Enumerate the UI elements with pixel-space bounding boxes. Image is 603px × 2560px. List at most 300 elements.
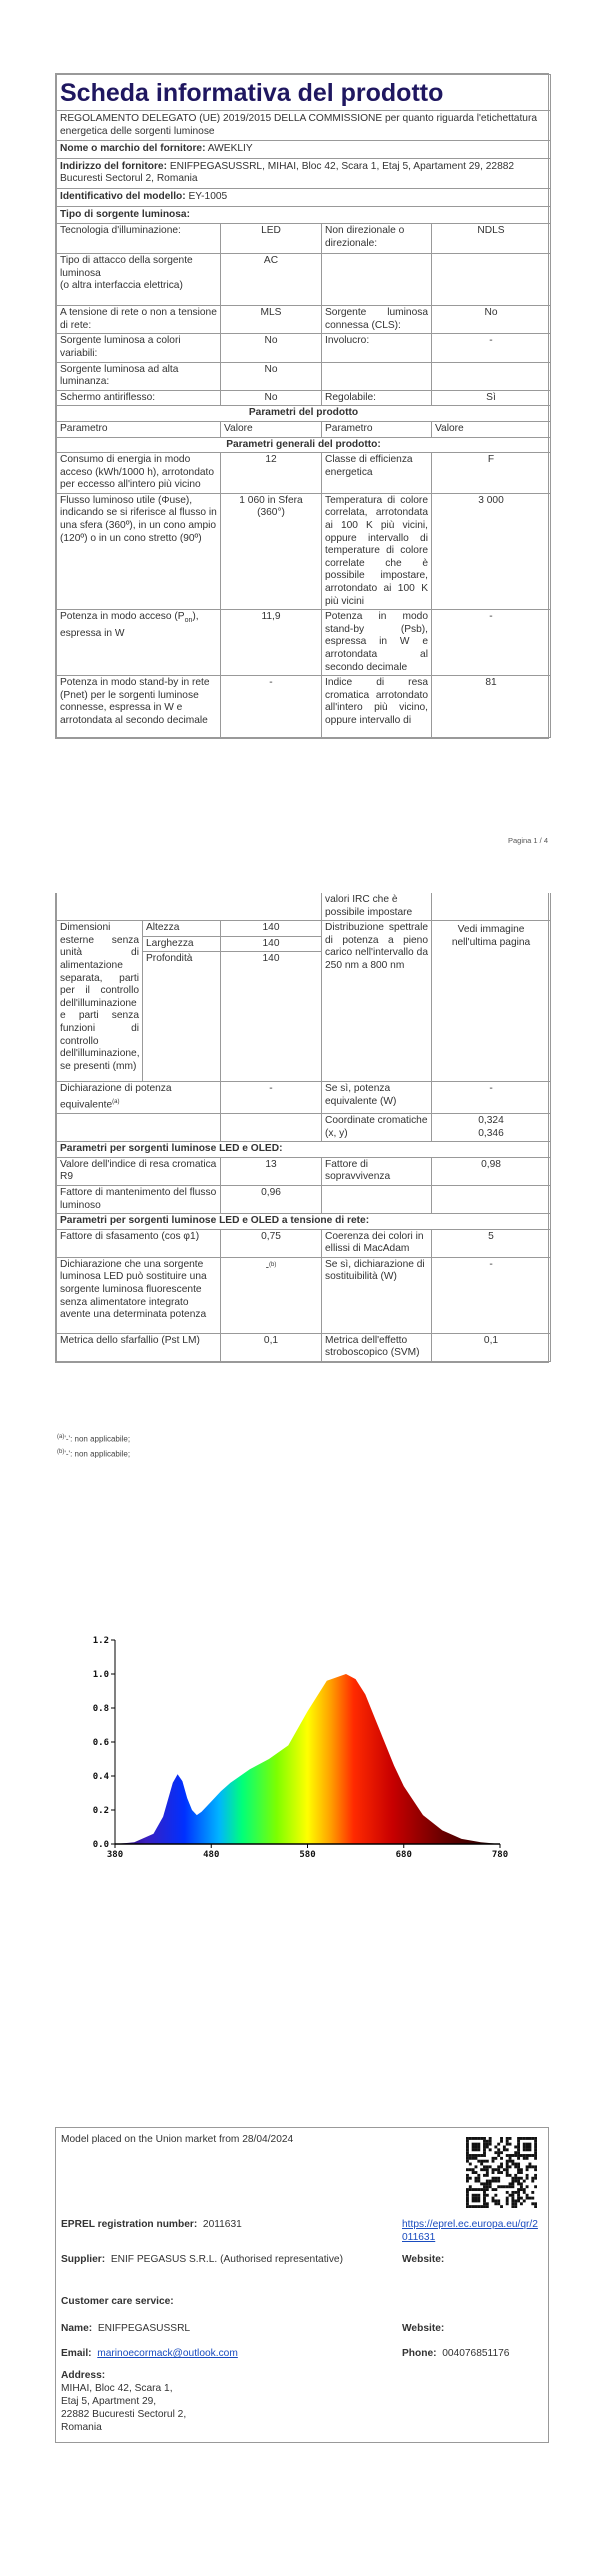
address-line: 22882 Bucuresti Sectorul 2,	[61, 2409, 187, 2420]
footnote-b	[57, 1449, 130, 1459]
qr-module	[514, 2205, 517, 2208]
qr-module	[486, 2146, 489, 2149]
qr-module	[517, 2199, 520, 2202]
qr-module	[472, 2154, 475, 2157]
qr-module	[528, 2163, 531, 2166]
qr-module	[509, 2143, 512, 2146]
qr-module	[523, 2188, 526, 2191]
qr-module	[466, 2160, 469, 2163]
qr-module	[477, 2137, 480, 2140]
qr-module	[494, 2194, 497, 2197]
qr-module	[523, 2180, 526, 2183]
qr-module	[520, 2137, 523, 2140]
qr-module	[472, 2197, 475, 2200]
cap-type-value: AC	[221, 254, 322, 306]
qr-module	[526, 2197, 529, 2200]
y-tick-label: 0.8	[92, 1704, 109, 1714]
energy-value: 12	[221, 453, 322, 494]
general-params-title: Parametri generali del prodotto:	[57, 437, 551, 453]
led-params-title: Parametri per sorgenti luminose LED e OLED:	[57, 1142, 551, 1158]
y-tick-label: 1.2	[92, 1636, 109, 1646]
qr-module	[500, 2171, 503, 2174]
qr-module	[466, 2154, 469, 2157]
qr-module	[466, 2188, 469, 2191]
eprel-number-row	[61, 2218, 242, 2231]
qr-module	[469, 2205, 472, 2208]
width-value: 140	[221, 936, 322, 952]
qr-module	[475, 2171, 478, 2174]
qr-module	[506, 2165, 509, 2168]
qr-module	[517, 2137, 520, 2140]
supplier-address-row	[57, 158, 551, 188]
chromaticity-label: Coordinate cromatiche (x, y)	[322, 1113, 432, 1141]
y-tick-label: 0.4	[92, 1772, 109, 1782]
survival-factor-value: 0,98	[432, 1157, 551, 1185]
qr-module	[497, 2143, 500, 2146]
mains-label: A tensione di rete o non a tensione di rete:	[57, 306, 221, 334]
qr-module	[503, 2185, 506, 2188]
empty-cell	[322, 1185, 432, 1213]
qr-module	[497, 2151, 500, 2154]
qr-module	[497, 2180, 500, 2183]
qr-module	[517, 2151, 520, 2154]
qr-module	[497, 2154, 500, 2157]
qr-module	[475, 2188, 478, 2191]
care-phone-label: Phone:	[402, 2348, 437, 2359]
qr-module	[500, 2151, 503, 2154]
qr-module	[517, 2148, 520, 2151]
qr-module	[523, 2191, 526, 2194]
qr-module	[497, 2185, 500, 2188]
qr-module	[466, 2174, 469, 2177]
x-tick-label: 680	[395, 1850, 412, 1860]
qr-module	[497, 2168, 500, 2171]
y-tick-label: 0.0	[92, 1840, 109, 1850]
technology-label: Tecnologia d'illuminazione:	[57, 224, 221, 254]
qr-module	[477, 2188, 480, 2191]
qr-module	[475, 2157, 478, 2160]
qr-module	[486, 2168, 489, 2171]
qr-module	[483, 2199, 486, 2202]
qr-module	[475, 2154, 478, 2157]
qr-module	[517, 2140, 520, 2143]
qr-module	[489, 2180, 492, 2183]
qr-module	[483, 2160, 486, 2163]
flux-value: 1 060 in Sfera (360°)	[221, 493, 322, 609]
qr-module	[477, 2180, 480, 2183]
qr-module	[486, 2171, 489, 2174]
qr-module	[475, 2180, 478, 2183]
qr-module	[517, 2143, 520, 2146]
qr-module	[514, 2199, 517, 2202]
technology-value: LED	[221, 224, 322, 254]
qr-module	[489, 2140, 492, 2143]
eprel-number-value: 2011631	[202, 2219, 242, 2230]
qr-module	[526, 2146, 529, 2149]
qr-module	[497, 2148, 500, 2151]
on-mode-power-sub: on	[184, 617, 193, 625]
qr-module	[475, 2197, 478, 2200]
qr-module	[466, 2157, 469, 2160]
qr-module	[511, 2202, 514, 2205]
qr-module	[511, 2160, 514, 2163]
qr-module	[494, 2151, 497, 2154]
lumen-maintenance-label: Fattore di mantenimento del flusso luminoso	[57, 1185, 221, 1213]
qr-module	[480, 2163, 483, 2166]
equivalent-power-text: Dichiarazione di potenza equivalente	[60, 1083, 172, 1111]
qr-module	[477, 2199, 480, 2202]
qr-module	[486, 2174, 489, 2177]
supplier-name-value: AWEKLIY	[207, 143, 253, 155]
model-row	[57, 188, 551, 206]
anti-glare-label: Schermo antiriflesso:	[57, 390, 221, 406]
qr-module	[480, 2137, 483, 2140]
dimmable-value: Sì	[432, 390, 551, 406]
qr-module	[469, 2157, 472, 2160]
qr-module	[494, 2168, 497, 2171]
qr-module	[472, 2137, 475, 2140]
qr-module	[509, 2174, 512, 2177]
qr-module	[506, 2160, 509, 2163]
qr-module	[534, 2177, 537, 2180]
qr-module	[497, 2165, 500, 2168]
flicker-label: Metrica dello sfarfallio (Pst LM)	[57, 1333, 221, 1361]
care-website-label: Website:	[402, 2323, 445, 2334]
qr-module	[483, 2148, 486, 2151]
qr-module	[506, 2174, 509, 2177]
fluorescent-replacement-value	[221, 1257, 322, 1333]
qr-module	[523, 2157, 526, 2160]
qr-module	[517, 2157, 520, 2160]
empty-cell	[432, 1185, 551, 1213]
anti-glare-value: No	[221, 390, 322, 406]
qr-module	[472, 2157, 475, 2160]
qr-module	[466, 2202, 469, 2205]
col-param-header: Parametro	[322, 421, 432, 437]
qr-module	[526, 2168, 529, 2171]
qr-module	[500, 2137, 503, 2140]
supplier-name-row	[57, 141, 551, 159]
page-number: Pagina 1 / 4	[507, 836, 548, 845]
qr-module	[517, 2165, 520, 2168]
qr-module	[477, 2154, 480, 2157]
on-mode-power-text: Potenza in modo acceso (P	[60, 611, 185, 623]
qr-module	[517, 2188, 520, 2191]
qr-module	[492, 2168, 495, 2171]
qr-module	[466, 2197, 469, 2200]
qr-module	[489, 2137, 492, 2140]
qr-module	[514, 2174, 517, 2177]
qr-module	[509, 2182, 512, 2185]
chromaticity-y: 0,346	[478, 1127, 504, 1139]
qr-module	[480, 2188, 483, 2191]
qr-module	[534, 2151, 537, 2154]
qr-module	[506, 2140, 509, 2143]
qr-module	[514, 2177, 517, 2180]
qr-module	[489, 2165, 492, 2168]
qr-module	[511, 2205, 514, 2208]
qr-module	[534, 2174, 537, 2177]
source-type-label: Tipo di sorgente luminosa:	[57, 206, 551, 224]
qr-module	[523, 2148, 526, 2151]
qr-module	[469, 2188, 472, 2191]
qr-module	[466, 2194, 469, 2197]
qr-module	[506, 2199, 509, 2202]
qr-module	[472, 2143, 475, 2146]
empty-cell	[221, 1113, 322, 1141]
qr-module	[472, 2146, 475, 2149]
care-phone-row	[402, 2347, 509, 2360]
qr-module	[483, 2168, 486, 2171]
qr-module	[483, 2151, 486, 2154]
qr-module	[497, 2202, 500, 2205]
spd-value: Vedi immagine nell'ultima pagina	[432, 921, 551, 1082]
equivalent-power-w-label: Se sì, potenza equivalente (W)	[322, 1082, 432, 1114]
qr-module	[520, 2177, 523, 2180]
qr-module	[517, 2180, 520, 2183]
macadam-label: Coerenza dei colori in ellissi di MacAdam	[322, 1229, 432, 1257]
care-email-link[interactable]: marinoecormack@outlook.com	[97, 2348, 238, 2359]
supplier-address-label: Indirizzo del fornitore:	[60, 160, 167, 172]
qr-module	[528, 2148, 531, 2151]
qr-module	[531, 2137, 534, 2140]
qr-module	[469, 2168, 472, 2171]
qr-module	[520, 2202, 523, 2205]
qr-module	[494, 2146, 497, 2149]
qr-module	[483, 2140, 486, 2143]
cap-type-label: Tipo di attacco della sorgente luminosa (o altra interfaccia elettrica)	[57, 254, 221, 306]
x-tick-label: 480	[203, 1850, 220, 1860]
plot-area	[93, 1636, 508, 1860]
qr-module	[503, 2146, 506, 2149]
qr-module	[480, 2160, 483, 2163]
qr-module	[500, 2163, 503, 2166]
survival-factor-label: Fattore di sopravvivenza	[322, 1157, 432, 1185]
market-placement-text: Model placed on the Union market from 28/04/2024	[61, 2134, 294, 2145]
qr-module	[483, 2202, 486, 2205]
address-line: Etaj 5, Apartment 29,	[61, 2396, 157, 2407]
qr-module	[534, 2165, 537, 2168]
qr-module	[506, 2171, 509, 2174]
height-value: 140	[221, 921, 322, 937]
qr-module	[531, 2202, 534, 2205]
qr-module	[500, 2140, 503, 2143]
qr-module	[494, 2157, 497, 2160]
qr-module	[511, 2180, 514, 2183]
qr-module	[531, 2197, 534, 2200]
footnote-a	[57, 1434, 130, 1444]
fluorescent-replacement-label: Dichiarazione che una sorgente luminosa LED può sostituire una sorgente luminosa fluorescente senza alimentatore integrato avente una determinata potenza	[57, 1257, 221, 1333]
eprel-link[interactable]: https://eprel.ec.europa.eu/qr/2011631	[402, 2219, 538, 2243]
dimmable-label: Regolabile:	[322, 390, 432, 406]
qr-module	[477, 2194, 480, 2197]
y-tick-label: 1.0	[92, 1670, 109, 1680]
empty-cell	[322, 254, 432, 306]
product-info-sheet-page2	[55, 893, 549, 1363]
spd-label: Distribuzione spettrale di potenza a pieno carico nell'intervallo da 250 nm a 800 nm	[322, 921, 432, 1082]
flicker-value: 0,1	[221, 1333, 322, 1361]
qr-module	[509, 2160, 512, 2163]
qr-module	[506, 2154, 509, 2157]
equivalent-power-label	[57, 1082, 221, 1114]
qr-module	[517, 2171, 520, 2174]
address-line: Romania	[61, 2422, 102, 2433]
qr-module	[466, 2191, 469, 2194]
qr-module	[483, 2194, 486, 2197]
directional-label: Non direzionale o direzionale:	[322, 224, 432, 254]
qr-module	[500, 2205, 503, 2208]
equivalent-power-value: -	[221, 1082, 322, 1114]
qr-module	[531, 2165, 534, 2168]
model-value: EY-1005	[188, 190, 228, 202]
high-luminance-value: No	[221, 362, 322, 390]
qr-module	[483, 2205, 486, 2208]
qr-module	[492, 2199, 495, 2202]
qr-module	[480, 2205, 483, 2208]
standby-power-value: -	[432, 610, 551, 676]
qr-module	[534, 2146, 537, 2149]
qr-module	[492, 2160, 495, 2163]
qr-module	[526, 2148, 529, 2151]
envelope-value: -	[432, 334, 551, 362]
qr-module	[466, 2205, 469, 2208]
qr-module	[531, 2180, 534, 2183]
empty-cell	[432, 362, 551, 390]
qr-module	[492, 2180, 495, 2183]
empty-cell	[432, 254, 551, 306]
qr-module	[472, 2171, 475, 2174]
qr-module	[480, 2182, 483, 2185]
efficiency-class-value: F	[432, 453, 551, 494]
qr-module	[489, 2185, 492, 2188]
cct-label: Temperatura di colore correlata, arrotondata ai 100 K più vicini, oppure intervallo di temperature di colore correlate che è possibile impostare, arrotondato ai 100 K più vicini	[322, 493, 432, 609]
qr-module	[517, 2177, 520, 2180]
qr-module	[514, 2191, 517, 2194]
qr-module	[514, 2202, 517, 2205]
qr-module	[483, 2182, 486, 2185]
qr-module	[483, 2154, 486, 2157]
qr-module	[517, 2191, 520, 2194]
x-tick-label: 580	[299, 1850, 316, 1860]
mains-value: MLS	[221, 306, 322, 334]
qr-code[interactable]	[466, 2137, 537, 2208]
eprel-number-label: EPREL registration number:	[61, 2219, 198, 2230]
qr-module	[534, 2140, 537, 2143]
qr-module	[494, 2188, 497, 2191]
qr-module	[477, 2160, 480, 2163]
width-label: Larghezza	[143, 936, 221, 952]
qr-module	[500, 2185, 503, 2188]
qr-module	[486, 2205, 489, 2208]
qr-module	[534, 2185, 537, 2188]
qr-module	[475, 2199, 478, 2202]
empty-cell	[57, 1113, 221, 1141]
qr-module	[534, 2157, 537, 2160]
efficiency-class-label: Classe di efficienza energetica	[322, 453, 432, 494]
fluorescent-replacement-w-label: Se sì, dichiarazione di sostituibilità (W)	[322, 1257, 432, 1333]
qr-module	[472, 2148, 475, 2151]
care-name-label: Name:	[61, 2323, 93, 2334]
qr-module	[520, 2154, 523, 2157]
qr-module	[492, 2188, 495, 2191]
qr-module	[486, 2202, 489, 2205]
qr-module	[506, 2202, 509, 2205]
qr-module	[472, 2168, 475, 2171]
qr-module	[506, 2137, 509, 2140]
qr-module	[534, 2202, 537, 2205]
qr-module	[469, 2185, 472, 2188]
qr-module	[526, 2174, 529, 2177]
qr-module	[509, 2157, 512, 2160]
qr-module	[483, 2165, 486, 2168]
supplier-label: Supplier:	[61, 2254, 106, 2265]
qr-module	[466, 2137, 469, 2140]
care-name-value: ENIFPEGASUSSRL	[97, 2323, 191, 2334]
qr-module	[486, 2185, 489, 2188]
page2-table	[56, 893, 551, 1362]
qr-module	[477, 2177, 480, 2180]
qr-module	[526, 2154, 529, 2157]
qr-module	[492, 2157, 495, 2160]
qr-module	[511, 2197, 514, 2200]
chromaticity-value	[432, 1113, 551, 1141]
qr-module	[526, 2177, 529, 2180]
qr-module	[506, 2148, 509, 2151]
qr-module	[506, 2191, 509, 2194]
qr-module	[514, 2146, 517, 2149]
footnote-a-mark: (a)	[57, 1434, 65, 1440]
qr-module	[466, 2140, 469, 2143]
footnote-b-mark: (b)	[57, 1449, 65, 1455]
high-luminance-label: Sorgente luminosa ad alta luminanza:	[57, 362, 221, 390]
supplier-name-label: Nome o marchio del fornitore:	[60, 143, 206, 155]
qr-module	[483, 2174, 486, 2177]
spectral-distribution-chart	[70, 1628, 510, 1868]
qr-module	[483, 2191, 486, 2194]
qr-module	[489, 2182, 492, 2185]
fluorescent-replacement-dash: -	[265, 1262, 270, 1274]
energy-label: Consumo di energia in modo acceso (kWh/1000 h), arrotondato per eccesso all'intero più vicino	[57, 453, 221, 494]
lumen-maintenance-value: 0,96	[221, 1185, 322, 1213]
qr-module	[469, 2177, 472, 2180]
care-email-label: Email:	[61, 2348, 92, 2359]
networked-standby-value: -	[221, 676, 322, 738]
qr-module	[466, 2148, 469, 2151]
qr-module	[466, 2146, 469, 2149]
stroboscopic-value: 0,1	[432, 1333, 551, 1361]
qr-module	[506, 2143, 509, 2146]
qr-module	[531, 2177, 534, 2180]
qr-module	[506, 2163, 509, 2166]
qr-module	[469, 2137, 472, 2140]
qr-module	[500, 2157, 503, 2160]
cls-value: No	[432, 306, 551, 334]
spectrum-area	[115, 1674, 500, 1844]
networked-standby-label: Potenza in modo stand-by in rete (Pnet) per le sorgenti luminose connesse, espressa in W e arrotondata al secondo decimale	[57, 676, 221, 738]
qr-module	[534, 2168, 537, 2171]
depth-value: 140	[221, 952, 322, 1082]
qr-module	[472, 2194, 475, 2197]
care-email-row	[61, 2347, 238, 2360]
footnote-a-text: : non applicabile;	[70, 1434, 131, 1444]
qr-module	[511, 2191, 514, 2194]
footnote-b-text: : non applicabile;	[70, 1449, 131, 1459]
cct-value: 3 000	[432, 493, 551, 609]
customer-care-label: Customer care service:	[61, 2296, 174, 2307]
qr-module	[483, 2188, 486, 2191]
qr-module	[509, 2194, 512, 2197]
qr-module	[475, 2165, 478, 2168]
